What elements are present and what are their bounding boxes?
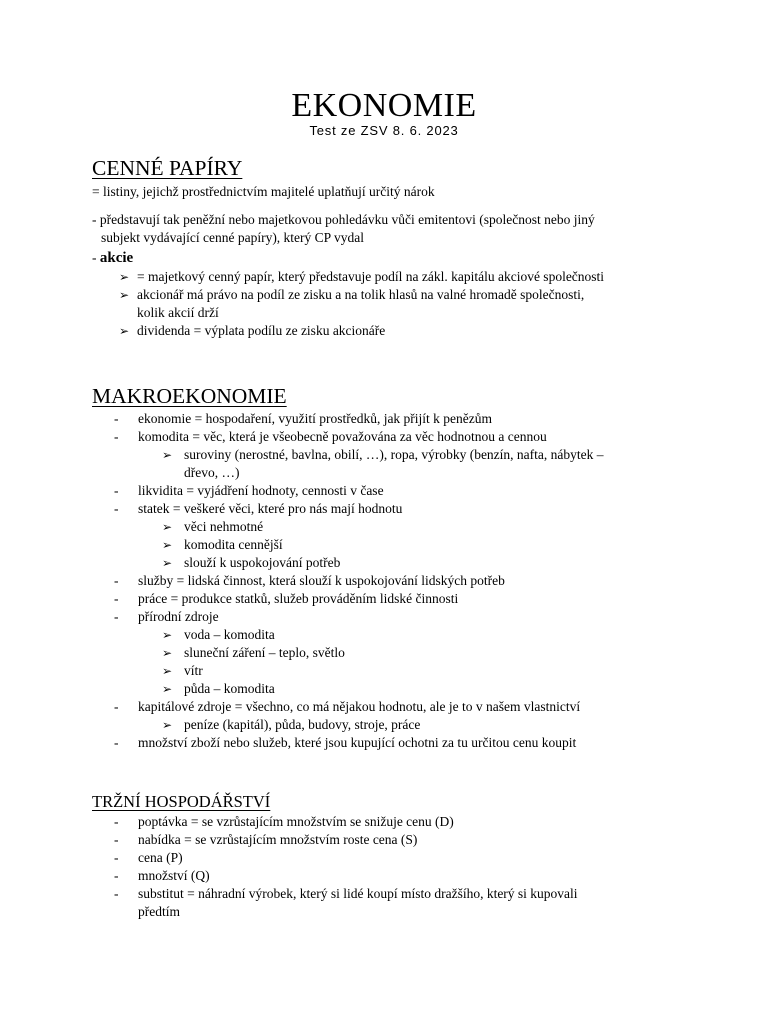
list-item: substitut = náhradní výrobek, který si lidé koupí místo dražšího, který si kupovali [138, 886, 578, 901]
dash-bullet: - [114, 850, 119, 865]
arrow-bullet-icon: ➢ [162, 718, 173, 732]
dash-bullet: - [114, 735, 119, 750]
dash-bullet: - [114, 832, 119, 847]
list-item: poptávka = se vzrůstajícím množstvím se snižuje cenu (D) [138, 814, 454, 829]
list-item: komodita = věc, která je všeobecně považována za věc hodnotnou a cennou [138, 429, 547, 444]
dash-bullet: - [114, 483, 119, 498]
document-subtitle: Test ze ZSV 8. 6. 2023 [309, 123, 459, 138]
list-item: sluneční záření – teplo, světlo [184, 645, 345, 660]
list-item: likvidita = vyjádření hodnoty, cennosti v čase [138, 483, 384, 498]
list-item: kapitálové zdroje = všechno, co má nějakou hodnotu, ale je to v našem vlastnictví [138, 699, 581, 714]
arrow-bullet-icon: ➢ [162, 628, 173, 642]
dash-bullet: - [114, 609, 119, 624]
list-item: služby = lidská činnost, která slouží k uspokojování lidských potřeb [138, 573, 505, 588]
arrow-bullet-icon: ➢ [162, 538, 173, 552]
dash-bullet: - [114, 868, 119, 883]
list-item: cena (P) [138, 850, 183, 865]
dash-bullet: - [114, 573, 119, 588]
list-item: množství (Q) [138, 868, 210, 883]
list-item: slouží k uspokojování potřeb [184, 555, 341, 570]
section-heading-trzni-hospodarstvi: TRŽNÍ HOSPODÁŘSTVÍ [92, 792, 271, 811]
dash-bullet: - [114, 699, 119, 714]
arrow-bullet-icon: ➢ [162, 448, 173, 462]
paragraph-line: - představují tak peněžní nebo majetkovou pohledávku vůči emitentovi (společnost nebo jiný [92, 212, 595, 227]
list-item: statek = veškeré věci, které pro nás mají hodnotu [138, 501, 403, 516]
document-title: EKONOMIE [291, 87, 477, 124]
list-item: akcionář má právo na podíl ze zisku a na tolik hlasů na valné hromadě společnosti, [137, 287, 585, 302]
dash-glyph: - [92, 250, 97, 265]
dash-bullet: - [114, 814, 119, 829]
section-heading-makroekonomie: MAKROEKONOMIE [92, 384, 287, 408]
arrow-bullet-icon: ➢ [162, 520, 173, 534]
list-item: vítr [184, 663, 203, 678]
list-item: půda – komodita [184, 681, 275, 696]
arrow-bullet-icon: ➢ [119, 288, 130, 302]
dash-bullet: - [114, 429, 119, 444]
paragraph-line: subjekt vydávající cenné papíry), který CP vydal [101, 230, 365, 245]
list-item: předtím [138, 904, 180, 919]
akcie-heading [92, 249, 133, 267]
dash-bullet: - [114, 886, 119, 901]
dash-bullet: - [114, 411, 119, 426]
dash-bullet: - [114, 591, 119, 606]
section-heading-cenne-papiry: CENNÉ PAPÍRY [92, 156, 243, 180]
list-item: voda – komodita [184, 627, 275, 642]
list-item: komodita cennější [184, 537, 283, 552]
list-item: ekonomie = hospodaření, využití prostředků, jak přijít k penězům [138, 411, 493, 426]
definition-line: = listiny, jejichž prostřednictvím majitelé uplatňují určitý nárok [92, 184, 435, 199]
list-item: peníze (kapitál), půda, budovy, stroje, práce [184, 717, 421, 732]
akcie-label: akcie [99, 250, 134, 266]
list-item: množství zboží nebo služeb, které jsou kupující ochotni za tu určitou cenu koupit [138, 735, 577, 750]
list-item: přírodní zdroje [138, 609, 219, 624]
list-item: dividenda = výplata podílu ze zisku akcionáře [137, 323, 386, 338]
arrow-bullet-icon: ➢ [162, 664, 173, 678]
list-item: = majetkový cenný papír, který představuje podíl na zákl. kapitálu akciové společnosti [137, 269, 605, 284]
list-item: kolik akcií drží [137, 305, 219, 320]
dash-bullet: - [114, 501, 119, 516]
list-item: dřevo, …) [184, 465, 240, 480]
arrow-bullet-icon: ➢ [119, 324, 130, 338]
arrow-bullet-icon: ➢ [162, 556, 173, 570]
arrow-bullet-icon: ➢ [162, 682, 173, 696]
list-item: nabídka = se vzrůstajícím množstvím roste cena (S) [138, 832, 418, 847]
arrow-bullet-icon: ➢ [162, 646, 173, 660]
list-item: suroviny (nerostné, bavlna, obilí, …), ropa, výrobky (benzín, nafta, nábytek – [184, 447, 604, 462]
arrow-bullet-icon: ➢ [119, 270, 130, 284]
list-item: práce = produkce statků, služeb prováděním lidské činnosti [138, 591, 459, 606]
list-item: věci nehmotné [184, 519, 264, 534]
